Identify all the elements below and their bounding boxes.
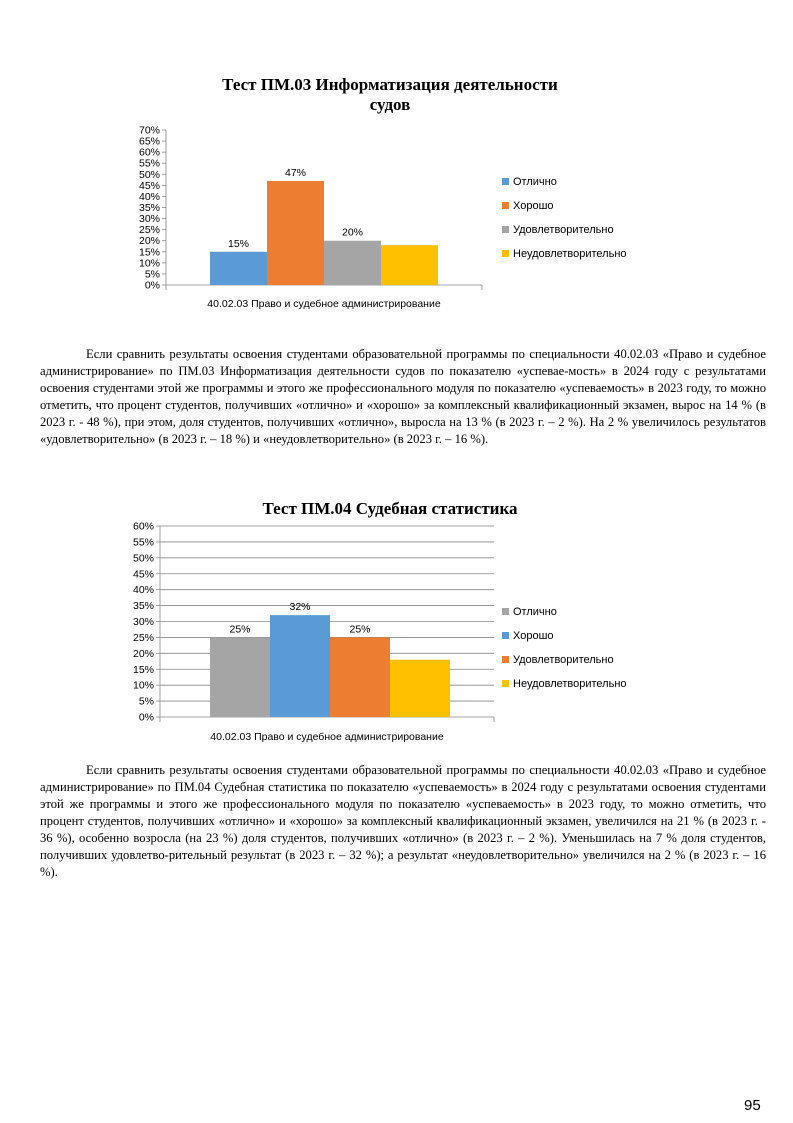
y-tick-label: 10% — [132, 679, 154, 692]
page-number: 95 — [744, 1097, 761, 1114]
data-label: 32% — [289, 601, 311, 614]
legend-swatch — [502, 178, 509, 185]
y-tick-label: 50% — [132, 552, 154, 565]
y-tick-label: 30% — [132, 616, 154, 628]
y-tick-label: 55% — [132, 536, 154, 549]
y-tick-label: 0% — [144, 279, 160, 292]
bar-4 — [390, 660, 450, 717]
y-tick-label: 60% — [132, 520, 154, 533]
data-label: 47% — [284, 166, 307, 179]
legend-label: Хорошо — [513, 200, 554, 212]
paragraph-pm04: Если сравнить результаты освоения студентами образовательной программы по специальности 40.02.03 «Право и судебное администрирование» по ПМ.04 Судебная статистика по показателю «успеваемость» в 2024 году с результатами освоения студентами этой же программы и этого же профессионального модуля по показателю «успеваемость» в 2023 году, то можно отметить, что процент студентов, получивших «отлично» и «хорошо» за комплексный квалификационный экзамен, увеличился на 21 % (в 2023 г. - 36 %), особенно возросла (на 23 %) доля студентов, получивших «отлично» (в 2023 г. – 2 %). Уменьшилась на 7 % доля студентов, получивших удовлетво-рительный результат (в 2023 г. – 32 %); а результат «неудовлетворительно» увеличился на 2 % (в 2023 г. – 16 %). — [40, 763, 766, 879]
chart-title-line-1: Тест ПМ.03 Информатизация деятельности — [222, 75, 558, 94]
y-tick-label: 70% — [138, 124, 160, 137]
legend-swatch — [502, 226, 509, 233]
chart-title-line-2: судов — [369, 95, 411, 114]
legend-label: Хорошо — [513, 630, 554, 642]
legend-label: Отлично — [513, 606, 557, 618]
y-tick-label: 40% — [132, 584, 154, 597]
category-label: 40.02.03 Право и судебное администрирование — [210, 731, 444, 743]
legend-swatch — [502, 250, 509, 257]
bar-4 — [381, 245, 438, 285]
bar-1 — [210, 252, 267, 285]
y-tick-label: 55% — [138, 157, 160, 170]
data-label: 15% — [227, 237, 250, 250]
legend-label: Неудовлетворительно — [513, 248, 627, 260]
y-tick-label: 0% — [138, 711, 154, 724]
legend-label: Неудовлетворительно — [513, 678, 627, 690]
legend-swatch — [502, 632, 509, 639]
chart-pm03-plot — [0, 0, 793, 330]
y-tick-label: 20% — [138, 235, 160, 248]
chart-pm04-plot — [0, 510, 793, 750]
y-tick-label: 15% — [138, 246, 160, 259]
data-label: 25% — [229, 623, 251, 636]
y-tick-label: 25% — [132, 631, 154, 644]
bar-2 — [270, 615, 330, 717]
bar-3 — [324, 241, 381, 285]
legend-swatch — [502, 202, 509, 209]
data-label: 20% — [341, 226, 364, 239]
y-tick-label: 5% — [144, 268, 160, 281]
y-tick-label: 60% — [138, 146, 160, 159]
y-tick-label: 20% — [132, 647, 154, 660]
category-label: 40.02.03 Право и судебное администрирование — [207, 298, 441, 310]
legend-label: Удовлетворительно — [513, 224, 614, 236]
y-tick-label: 30% — [138, 213, 160, 226]
y-tick-label: 10% — [138, 257, 160, 270]
legend-swatch — [502, 680, 509, 687]
y-tick-label: 45% — [132, 568, 154, 581]
paragraph-pm03: Если сравнить результаты освоения студентами образовательной программы по специальности 40.02.03 «Право и судебное администрирование» по ПМ.03 Информатизация деятельности судов по показателю «успевае-мость» в 2024 году с результатами освоения студентами этой же программы и этого же профессионального модуля по показателю «успеваемость» в 2023 году, то можно отметить, что процент студентов, получивших «отлично» и «хорошо» за комплексный квалификационный экзамен, вырос на 14 % (в 2023 г. - 48 %), при этом, доля студентов, получивших «отлично», выросла на 13 % (в 2023 г. – 2 %). На 2 % увеличилось результатов «удовлетворительно» (в 2023 г. – 18 %) и «неудовлетворительно» (в 2023 г. – 16 %). — [40, 347, 766, 446]
bar-2 — [267, 181, 324, 285]
y-tick-label: 50% — [138, 168, 160, 181]
y-tick-label: 5% — [138, 695, 154, 708]
bar-1 — [210, 637, 270, 717]
legend-swatch — [502, 656, 509, 663]
y-tick-label: 25% — [138, 224, 160, 237]
data-label: 25% — [349, 623, 371, 636]
y-tick-label: 45% — [138, 179, 160, 192]
bar-3 — [330, 637, 390, 717]
legend-label: Отлично — [513, 176, 557, 188]
legend-swatch — [502, 608, 509, 615]
y-tick-label: 35% — [138, 202, 160, 214]
y-tick-label: 40% — [138, 190, 160, 203]
chart-title: Тест ПМ.04 Судебная статистика — [262, 499, 518, 518]
legend-label: Удовлетворительно — [513, 654, 614, 666]
y-tick-label: 35% — [132, 600, 154, 613]
y-tick-label: 65% — [138, 135, 160, 148]
y-tick-label: 15% — [132, 663, 154, 676]
